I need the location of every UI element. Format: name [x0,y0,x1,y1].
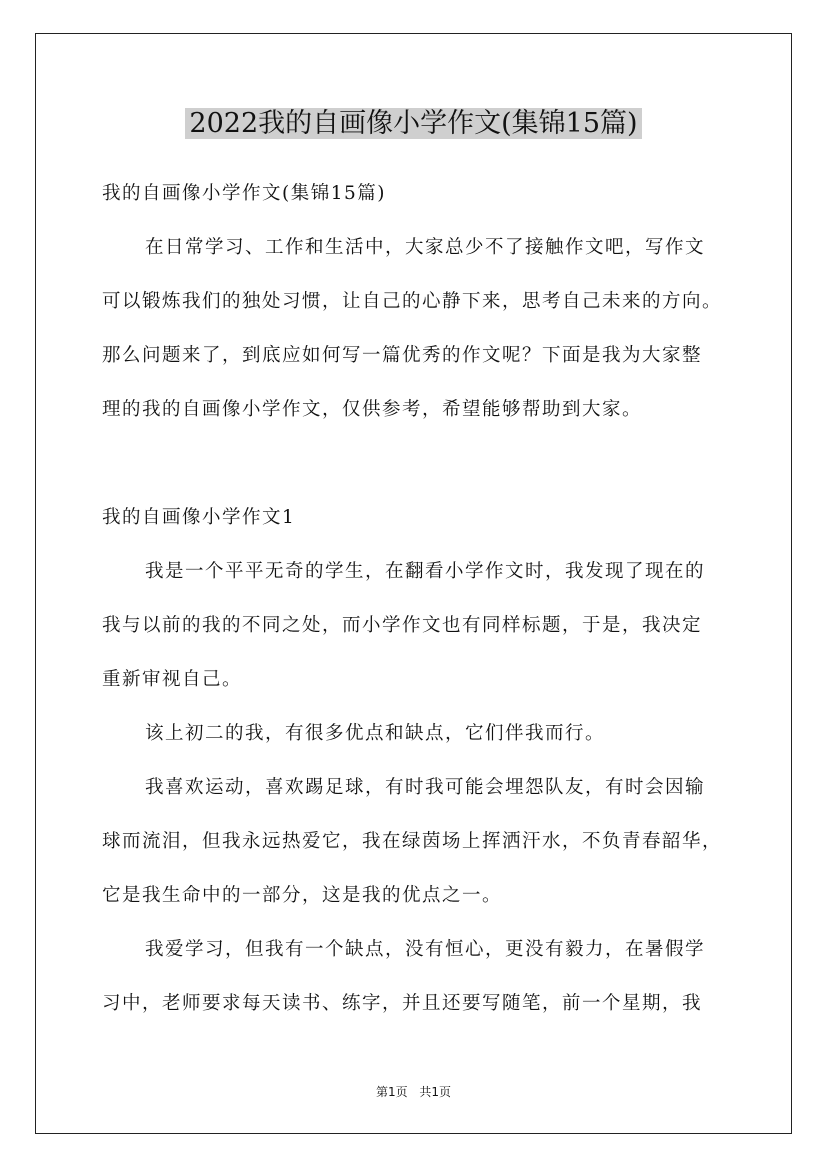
paragraph-line: 习中，老师要求每天读书、练字，并且还要写随笔，前一个星期，我 [102,993,703,1014]
section-heading: 我的自画像小学作文1 [102,507,296,528]
document-title-text: 2022我的自画像小学作文(集锦15篇) [185,108,641,139]
page-number: 第1页 [375,1085,408,1099]
paragraph-line: 该上初二的我，有很多优点和缺点，它们伴我而行。 [145,723,606,744]
paragraph-line: 重新审视自己。 [102,669,243,690]
intro-line: 那么问题来了，到底应如何写一篇优秀的作文呢？下面是我为大家整 [102,345,703,366]
intro-line: 理的我的自画像小学作文，仅供参考，希望能够帮助到大家。 [102,399,643,420]
paragraph-line: 我与以前的我的不同之处，而小学作文也有同样标题，于是，我决定 [102,615,703,636]
subtitle: 我的自画像小学作文(集锦15篇) [102,183,386,204]
page-footer [0,1083,827,1101]
intro-line: 在日常学习、工作和生活中，大家总少不了接触作文吧，写作文 [145,237,706,258]
paragraph-line: 我爱学习，但我有一个缺点，没有恒心，更没有毅力，在暑假学 [145,939,706,960]
paragraph-line: 球而流泪，但我永远热爱它，我在绿茵场上挥洒汗水，不负青春韶华， [102,831,723,852]
document-title [0,102,827,146]
paragraph-line: 我喜欢运动，喜欢踢足球，有时我可能会埋怨队友，有时会因输 [145,777,706,798]
paragraph-line: 我是一个平平无奇的学生，在翻看小学作文时，我发现了现在的 [145,561,706,582]
intro-line: 可以锻炼我们的独处习惯，让自己的心静下来，思考自己未来的方向。 [102,291,723,312]
page-total: 共1页 [419,1085,452,1099]
paragraph-line: 它是我生命中的一部分，这是我的优点之一。 [102,885,503,906]
